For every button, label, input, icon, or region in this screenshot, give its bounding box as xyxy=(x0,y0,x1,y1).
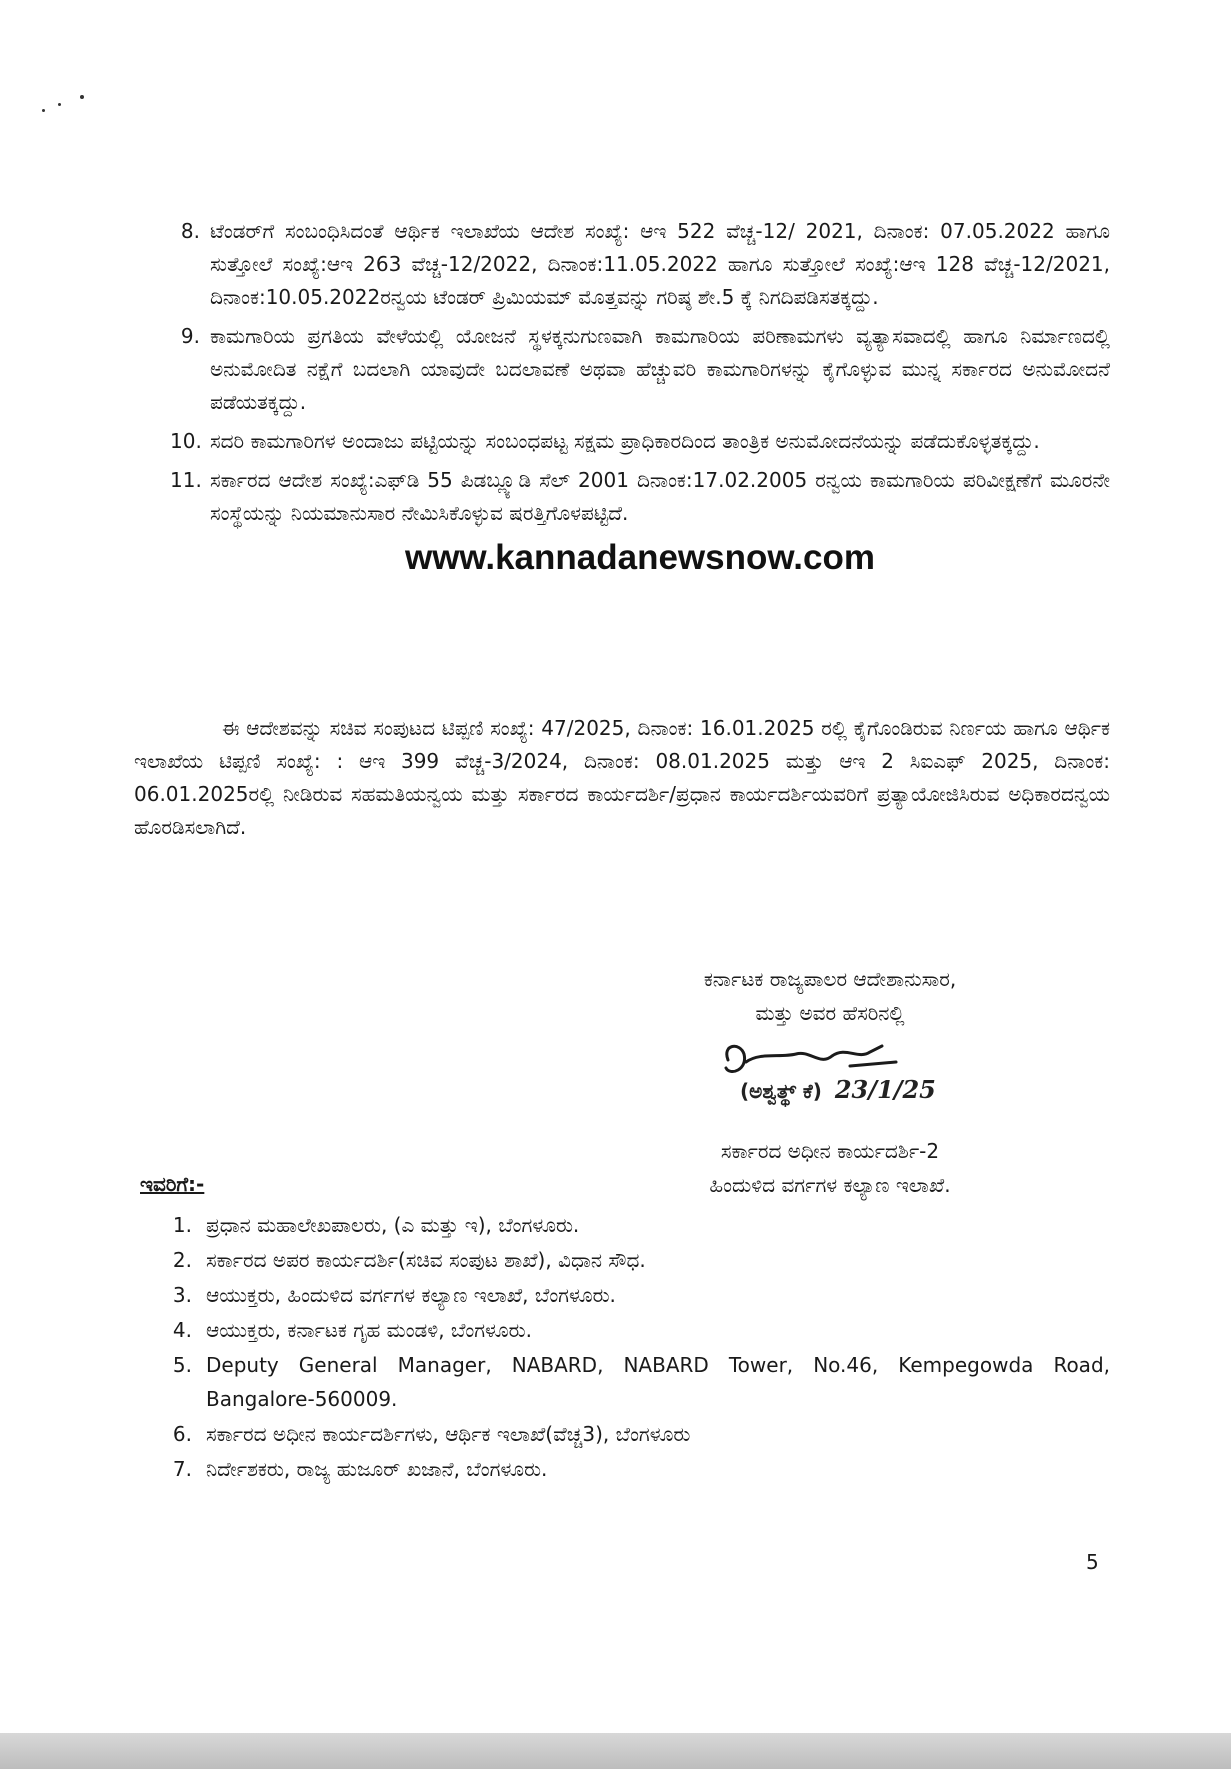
item-text: ಸದರಿ ಕಾಮಗಾರಿಗಳ ಅಂದಾಜು ಪಟ್ಟಿಯನ್ನು ಸಂಬಂಧಪಟ್ಟ ಸಕ್ಷಮ ಪ್ರಾಧಿಕಾರದಿಂದ ತಾಂತ್ರಿಕ ಅನುಮೋದನೆಯನ್ನು ಪಡೆದುಕೊಳ್ಳತಕ್ಕದ್ದು. xyxy=(210,429,1040,453)
scan-bottom-edge xyxy=(0,1733,1231,1769)
scan-specks xyxy=(40,95,100,125)
item-number: 11. xyxy=(170,468,202,492)
recipient-number: 1. xyxy=(172,1213,192,1237)
department: ಹಿಂದುಳಿದ ವರ್ಗಗಳ ಕಲ್ಯಾಣ ಇಲಾಖೆ. xyxy=(709,1173,951,1197)
page-number: 5 xyxy=(1086,1550,1099,1574)
designation: ಸರ್ಕಾರದ ಅಧೀನ ಕಾರ್ಯದರ್ಶಿ-2 xyxy=(720,1139,940,1163)
order-paragraph: ಈ ಆದೇಶವನ್ನು ಸಚಿವ ಸಂಪುಟದ ಟಿಪ್ಪಣಿ ಸಂಖ್ಯೆ: 47/2025, ದಿನಾಂಕ: 16.01.2025 ರಲ್ಲಿ ಕೈಗೊಂಡಿರುವ ನಿರ್ಣಯ ಹಾಗೂ ಆರ್ಥಿಕ ಇಲಾಖೆಯ ಟಿಪ್ಪಣಿ ಸಂಖ್ಯೆ: : ಆಇ 399 ವೆಚ್ಚ-3/2024, ದಿನಾಂಕ: 08.01.2025 ಮತ್ತು ಆಇ 2 ಸಿಐಎಫ್ 2025, ದಿನಾಂಕ: 06.01.2025ರಲ್ಲಿ ನೀಡಿರುವ ಸಹಮತಿಯನ್ವಯ ಮತ್ತು ಸರ್ಕಾರದ ಕಾರ್ಯದರ್ಶಿ/ಪ್ರಧಾನ ಕಾರ್ಯದರ್ಶಿಯವರಿಗೆ ಪ್ರತ್ಯಾಯೋಜಿಸಿರುವ ಅಧಿಕಾರದನ್ವಯ ಹೊರಡಿಸಲಾಗಿದೆ. xyxy=(134,716,1110,839)
recipient-item xyxy=(160,1243,1110,1277)
recipient-text: ಪ್ರಧಾನ ಮಹಾಲೇಖಪಾಲರು, (ಎ ಮತ್ತು ಇ), ಬೆಂಗಳೂರು. xyxy=(206,1213,580,1237)
recipient-text: ಆಯುಕ್ತರು, ಹಿಂದುಳಿದ ವರ್ಗಗಳ ಕಲ್ಯಾಣ ಇಲಾಖೆ, ಬೆಂಗಳೂರು. xyxy=(206,1283,616,1307)
recipients-heading: ಇವರಿಗೆ:- xyxy=(140,1172,205,1196)
recipient-text: ಆಯುಕ್ತರು, ಕರ್ನಾಟಕ ಗೃಹ ಮಂಡಳಿ, ಬೆಂಗಳೂರು. xyxy=(206,1318,532,1342)
recipient-text: ಸರ್ಕಾರದ ಅಧೀನ ಕಾರ್ಯದರ್ಶಿಗಳು, ಆರ್ಥಿಕ ಇಲಾಖೆ(ವೆಚ್ಚ3), ಬೆಂಗಳೂರು xyxy=(206,1422,691,1446)
item-number: 8. xyxy=(180,219,200,243)
conditions-list xyxy=(170,215,1110,580)
recipient-number: 4. xyxy=(172,1318,192,1342)
recipient-item xyxy=(160,1313,1110,1347)
recipient-item xyxy=(160,1348,1110,1416)
recipient-text: ಸರ್ಕಾರದ ಅಪರ ಕಾರ್ಯದರ್ಶಿ(ಸಚಿವ ಸಂಪುಟ ಶಾಖೆ), ವಿಧಾನ ಸೌಧ. xyxy=(206,1248,646,1272)
item-text: ಕಾಮಗಾರಿಯ ಪ್ರಗತಿಯ ವೇಳೆಯಲ್ಲಿ ಯೋಜನೆ ಸ್ಥಳಕ್ಕನುಗುಣವಾಗಿ ಕಾಮಗಾರಿಯ ಪರಿಣಾಮಗಳು ವ್ಯತ್ಯಾಸವಾದಲ್ಲಿ ಹಾಗೂ ನಿರ್ಮಾಣದಲ್ಲಿ ಅನುಮೋದಿತ ನಕ್ಷೆಗೆ ಬದಲಾಗಿ ಯಾವುದೇ ಬದಲಾವಣೆ ಅಥವಾ ಹೆಚ್ಚುವರಿ ಕಾಮಗಾರಿಗಳನ್ನು ಕೈಗೊಳ್ಳುವ ಮುನ್ನ ಸರ್ಕಾರದ ಅನುಮೋದನೆ ಪಡೆಯತಕ್ಕದ್ದು. xyxy=(210,324,1110,414)
recipients-list xyxy=(160,1208,1110,1487)
recipient-number: 7. xyxy=(172,1457,192,1481)
item-text: ಸರ್ಕಾರದ ಆದೇಶ ಸಂಖ್ಯೆ:ಎಫ್‌ಡಿ 55 ಪಿಡಬ್ಲ್ಯೂಡಿ ಸೆಲ್ 2001 ದಿನಾಂಕ:17.02.2005 ರನ್ವಯ ಕಾಮಗಾರಿಯ ಪರಿವೀಕ್ಷಣೆಗೆ ಮೂರನೇ ಸಂಸ್ಥೆಯನ್ನು ನಿಯಮಾನುಸಾರ ನೇಮಿಸಿಕೊಳ್ಳುವ ಷರತ್ತಿಗೊಳಪಟ್ಟಿದೆ. xyxy=(210,468,1110,525)
recipient-number: 3. xyxy=(172,1283,192,1307)
list-item xyxy=(170,425,1110,458)
item-text: ಟೆಂಡರ್‌ಗೆ ಸಂಬಂಧಿಸಿದಂತೆ ಆರ್ಥಿಕ ಇಲಾಖೆಯ ಆದೇಶ ಸಂಖ್ಯೆ: ಆಇ 522 ವೆಚ್ಚ-12/ 2021, ದಿನಾಂಕ: 07.05.2022 ಹಾಗೂ ಸುತ್ತೋಲೆ ಸಂಖ್ಯೆ:ಆಇ 263 ವೆಚ್ಚ-12/2022, ದಿನಾಂಕ:11.05.2022 ಹಾಗೂ ಸುತ್ತೋಲೆ ಸಂಖ್ಯೆ:ಆಇ 128 ವೆಚ್ಚ-12/2021, ದಿನಾಂಕ:10.05.2022ರನ್ವಯ ಟೆಂಡರ್ ಪ್ರಿಮಿಯಮ್ ಮೊತ್ತವನ್ನು ಗರಿಷ್ಠ ಶೇ.5 ಕ್ಕೆ ನಿಗದಿಪಡಿಸತಕ್ಕದ್ದು. xyxy=(210,219,1110,309)
recipient-item xyxy=(160,1208,1110,1242)
list-item xyxy=(170,320,1110,419)
recipient-text: ನಿರ್ದೇಶಕರು, ರಾಜ್ಯ ಹುಜೂರ್ ಖಜಾನೆ, ಬೆಂಗಳೂರು. xyxy=(206,1457,548,1481)
recipient-item xyxy=(160,1452,1110,1486)
signature-line-1: ಕರ್ನಾಟಕ ರಾಜ್ಯಪಾಲರ ಆದೇಶಾನುಸಾರ, xyxy=(703,967,957,991)
recipient-number: 2. xyxy=(172,1248,192,1272)
signatory-name xyxy=(740,1075,936,1104)
item-number: 10. xyxy=(170,429,202,453)
recipient-number: 5. xyxy=(172,1353,192,1377)
signature-date: 23/1/25 xyxy=(834,1075,936,1104)
recipient-number: 6. xyxy=(172,1422,192,1446)
list-item xyxy=(170,464,1110,530)
list-item xyxy=(170,215,1110,314)
watermark-url: www.kannadanewsnow.com xyxy=(404,538,875,577)
recipient-text: Deputy General Manager, NABARD, NABARD Tower, No.46, Kempegowda Road, Bangalore-560009. xyxy=(206,1353,1110,1411)
recipient-item xyxy=(160,1417,1110,1451)
item-number: 9. xyxy=(180,324,200,348)
recipient-item xyxy=(160,1278,1110,1312)
signature-line-2: ಮತ್ತು ಅವರ ಹೆಸರಿನಲ್ಲಿ xyxy=(755,1001,905,1025)
signatory-name-text: (ಅಶ್ವತ್ಥ್ ಕೆ) xyxy=(740,1079,822,1103)
